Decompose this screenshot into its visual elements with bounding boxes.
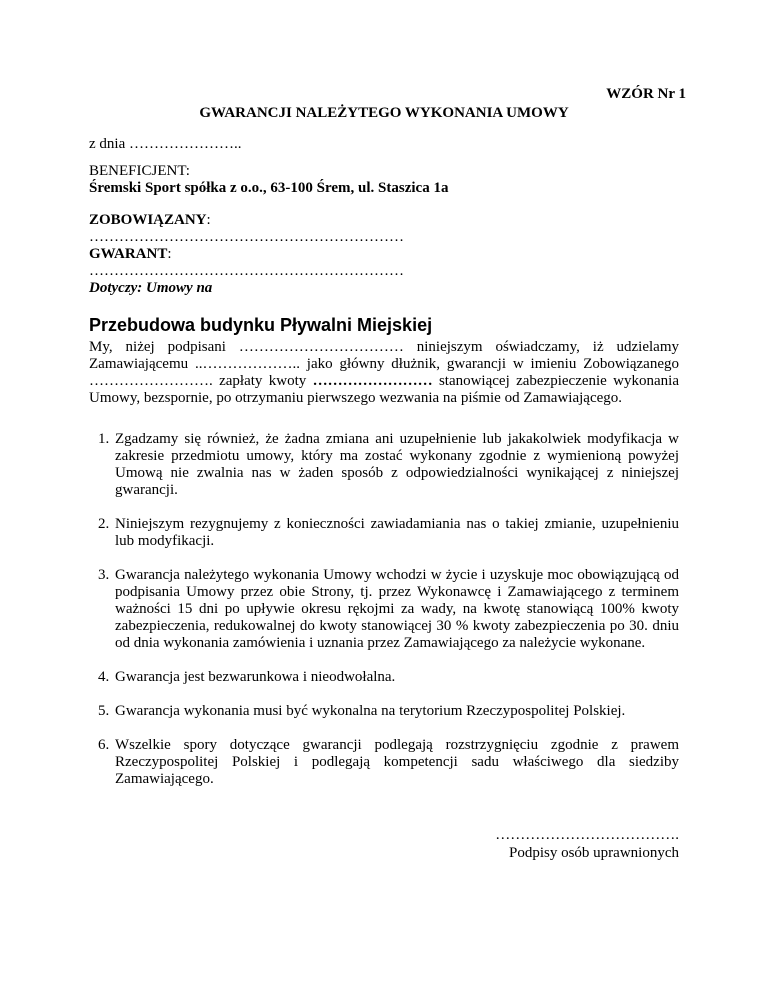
list-item-number: 2. xyxy=(98,516,110,532)
intro-text-part2: stanowiącej zabezpieczenie wykonania Umowy, bezspornie, po otrzymaniu pierwszego wezwania na piśmie od Zamawiającego. xyxy=(89,373,679,406)
beneficiary-label: BENEFICJENT: xyxy=(89,163,190,179)
list-item-number: 3. xyxy=(98,567,110,583)
signature-line: ………………………………. xyxy=(495,827,679,843)
list-item-text: Zgadzamy się również, że żadna zmiana ani uzupełnienie lub jakakolwiek modyfikacja w zakresie przedmiotu umowy, który ma zostać wykonany zgodnie z wymienioną powyżej Umową nie zwalnia nas w żaden sposób z odpowiedzialności wynikającej z niniejszej gwarancji. xyxy=(115,431,679,498)
list-item-text: Gwarancja należytego wykonania Umowy wchodzi w życie i uzyskuje moc obowiązującą od podpisania Umowy przez obie Strony, tj. przez Wykonawcę i Zamawiającego z terminem ważności 15 dni po upływie okresu rękojmi za wady, na kwotę stanowiącą 100% kwoty zabezpieczenia, redukowalnej do kwoty stanowiącej 30 % kwoty zabezpieczenia po 30. dniu od dnia wykonania zamówienia i uznania przez Zamawiającego za należycie wykonane. xyxy=(115,567,679,651)
conditions-list xyxy=(89,431,679,805)
date-line: z dnia ………………….. xyxy=(89,136,242,152)
obligor-colon: : xyxy=(206,212,211,228)
guarantor-heading xyxy=(89,246,404,263)
beneficiary-section xyxy=(89,163,448,197)
list-item-number: 1. xyxy=(98,431,110,447)
list-item xyxy=(89,431,679,499)
document-title: GWARANCJI NALEŻYTEGO WYKONANIA UMOWY xyxy=(199,105,569,121)
list-item-text: Niniejszym rezygnujemy z konieczności zawiadamiania nas o takiej zmianie, uzupełnieniu lub modyfikacji. xyxy=(115,516,679,549)
parties-section xyxy=(89,212,404,297)
list-item xyxy=(89,516,679,550)
form-number: WZÓR Nr 1 xyxy=(606,86,686,102)
signature-label: Podpisy osób uprawnionych xyxy=(509,845,679,861)
list-item xyxy=(89,737,679,788)
list-item-number: 6. xyxy=(98,737,110,753)
intro-text-part1: My, niżej podpisani …………………………… niniejszym oświadczamy, iż udzielamy Zamawiającemu ..……………….. jako główny dłużnik, gwarancji w imieniu Zobowiązanego ……………………. zapłaty kwoty xyxy=(89,339,679,389)
list-item xyxy=(89,703,679,720)
guarantor-label: GWARANT xyxy=(89,246,168,262)
concerns-label: Dotyczy: Umowy na xyxy=(89,280,213,296)
obligor-dots: ……………………………………………………… xyxy=(89,229,404,245)
obligor-label: ZOBOWIĄZANY xyxy=(89,212,207,228)
amount-dots: …………………… xyxy=(312,373,433,389)
beneficiary-value: Śremski Sport spółka z o.o., 63-100 Śrem, ul. Staszica 1a xyxy=(89,180,449,196)
contract-subject-title: Przebudowa budynku Pływalni Miejskiej xyxy=(89,315,433,335)
guarantor-colon: : xyxy=(167,246,172,262)
list-item xyxy=(89,567,679,652)
list-item-number: 5. xyxy=(98,703,110,719)
list-item-number: 4. xyxy=(98,669,110,685)
list-item xyxy=(89,669,679,686)
intro-paragraph xyxy=(89,339,679,407)
list-item-text: Gwarancja wykonania musi być wykonalna na terytorium Rzeczypospolitej Polskiej. xyxy=(115,703,626,719)
guarantor-dots: ……………………………………………………… xyxy=(89,263,404,279)
list-item-text: Gwarancja jest bezwarunkowa i nieodwołalna. xyxy=(115,669,396,685)
list-item-text: Wszelkie spory dotyczące gwarancji podlegają rozstrzygnięciu zgodnie z prawem Rzeczypospolitej Polskiej i podlegają kompetencji sadu właściwego dla siedziby Zamawiającego. xyxy=(115,737,679,787)
obligor-heading xyxy=(89,212,404,229)
